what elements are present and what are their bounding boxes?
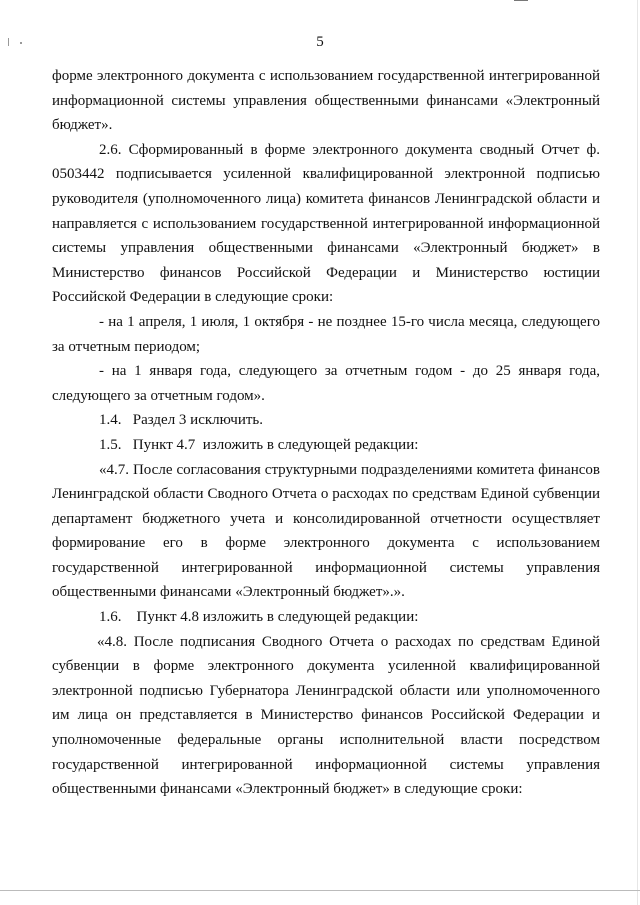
paragraph-1-4 <box>52 408 600 433</box>
paragraph-text: форме электронного документа с использованием государственной интегрированной информационной системы управления общественными финансами «Электронный бюджет». <box>52 68 600 134</box>
paragraph-text: 2.6. Сформированный в форме электронного документа сводный Отчет ф. 0503442 подписывается усиленной квалифицированной электронной подписью руководителя (уполномоченного лица) комитета финансов Ленинградской области и направляется с использованием государственной интегрированной информационной системы управления общественными финансами «Электронный бюджет» в Министерство финансов Российской Федерации и Министерство юстиции Российской Федерации в следующие сроки: <box>52 141 600 306</box>
paragraph-2-6 <box>52 138 600 310</box>
paragraph-text: «4.7. После согласования структурными подразделениями комитета финансов Ленинградской области Сводного Отчета о расходах по средствам Единой субвенции департамент бюджетного учета и консолидированной отчетности осуществляет формирование его в форме электронного документа с использованием государственной интегрированной информационной системы управления общественными финансами «Электронный бюджет».». <box>52 461 600 601</box>
paragraph-text: - на 1 апреля, 1 июля, 1 октября - не позднее 15-го числа месяца, следующего за отчетным периодом; <box>52 313 600 355</box>
paragraph-text: 1.4. Раздел 3 исключить. <box>99 412 263 429</box>
paragraph-continuation <box>52 64 600 138</box>
paragraph-deadline-annual <box>52 359 600 408</box>
paragraph-1-6 <box>52 605 600 630</box>
paragraph-text: «4.8. После подписания Сводного Отчета о расходах по средствам Единой субвенции в форме электронного документа усиленной квалифицированной электронной подписью Губернатора Ленинградской области или уполномоченного им лица он представляется в Министерство финансов Российской Федерации и уполномоченные федеральные органы исполнительной власти посредством государственной интегрированной информационной системы управления общественными финансами «Электронный бюджет» в следующие сроки: <box>52 633 600 798</box>
document-body <box>52 64 600 802</box>
page-edge-shadow <box>637 0 638 905</box>
page-number: 5 <box>316 34 324 50</box>
paragraph-text: 1.6. Пункт 4.8 изложить в следующей редакции: <box>99 609 419 626</box>
paragraph-4-8 <box>52 630 600 802</box>
paragraph-deadline-quarterly <box>52 310 600 359</box>
scan-mark-top <box>514 0 528 1</box>
paragraph-text: - на 1 января года, следующего за отчетным годом - до 25 января года, следующего за отчетным годом». <box>52 363 600 404</box>
page-bottom-edge <box>0 890 640 891</box>
paragraph-4-7 <box>52 458 600 606</box>
paragraph-text: 1.5. Пункт 4.7 изложить в следующей редакции: <box>99 436 419 453</box>
paragraph-1-5 <box>52 433 600 458</box>
